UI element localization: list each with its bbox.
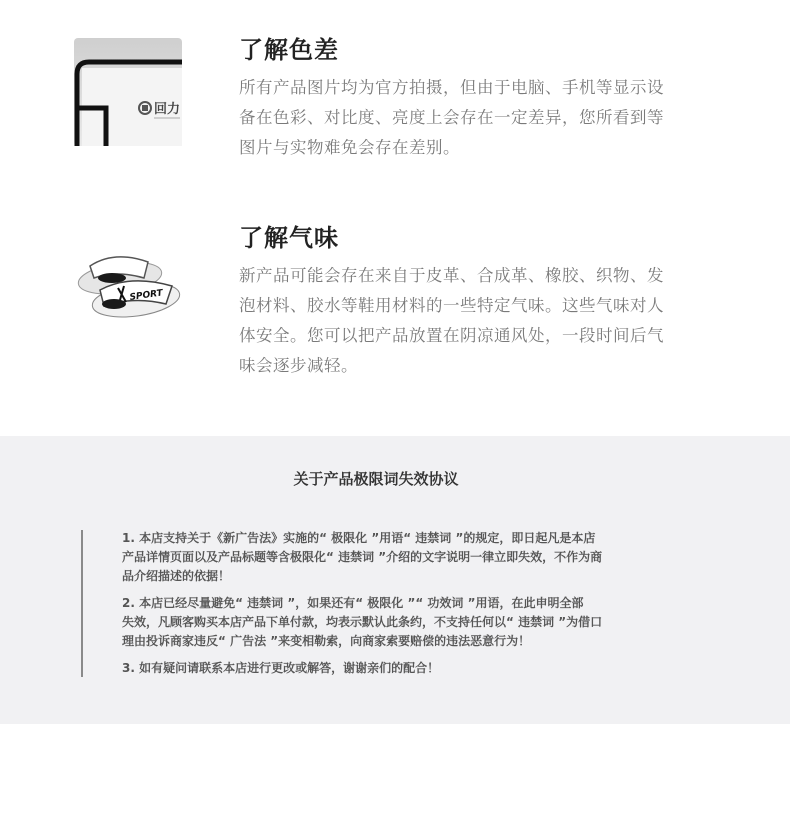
notice-line: 失效，凡顾客购买本店产品下单付款，均表示默认此条约，不支持任何以“ 违禁词 ”为借口 bbox=[122, 615, 603, 629]
notice-divider bbox=[81, 530, 83, 677]
color-diff-text bbox=[239, 73, 709, 163]
notice-line: 2. 本店已经尽量避免“ 违禁词 ”，如果还有“ 极限化 ”“ 功效词 ”用语，在此申明全部 bbox=[122, 596, 584, 610]
color-diff-line: 图片与实物难免会存在差别。 bbox=[239, 138, 460, 157]
odor-line: 体安全。您可以把产品放置在阴凉通风处，一段时间后气 bbox=[239, 326, 664, 345]
odor-line: 泡材料、胶水等鞋用材料的一些特定气味。这些气味对人 bbox=[239, 296, 664, 315]
thumbnail-brand-text: 回力 bbox=[154, 102, 181, 117]
color-diff-heading: 了解色差 bbox=[239, 36, 339, 64]
notice-panel bbox=[0, 436, 790, 724]
notice-line: 品介绍描述的依据！ bbox=[122, 569, 231, 583]
color-diff-thumbnail bbox=[74, 38, 182, 146]
odor-heading: 了解气味 bbox=[239, 224, 339, 252]
color-diff-line: 备在色彩、对比度、亮度上会存在一定差异，您所看到等 bbox=[239, 108, 664, 127]
odor-text bbox=[239, 261, 709, 381]
notice-item bbox=[122, 659, 692, 678]
notice-item bbox=[122, 594, 692, 651]
slipper-print-text: SPORT bbox=[129, 288, 164, 303]
notice-line: 1. 本店支持关于《新广告法》实施的“ 极限化 ”用语“ 违禁词 ”的规定，即日起凡是本店 bbox=[122, 531, 596, 545]
notice-line: 3. 如有疑问请联系本店进行更改或解答，谢谢亲们的配合！ bbox=[122, 661, 440, 675]
notice-item bbox=[122, 529, 692, 586]
odor-line: 新产品可能会存在来自于皮革、合成革、橡胶、织物、发 bbox=[239, 266, 664, 285]
notice-title: 关于产品极限词失效协议 bbox=[293, 470, 459, 488]
notice-line: 产品详情页面以及产品标题等含极限化“ 违禁词 ”介绍的文字说明一律立即失效，不作为商 bbox=[122, 550, 603, 564]
color-diff-line: 所有产品图片均为官方拍摄，但由于电脑、手机等显示设 bbox=[239, 78, 664, 97]
odor-line: 味会逐步减轻。 bbox=[239, 356, 358, 375]
slipper-thumbnail bbox=[74, 248, 182, 328]
notice-line: 理由投诉商家违反“ 广告法 ”来变相勒索，向商家索要赔偿的违法恶意行为！ bbox=[122, 634, 531, 648]
notice-list bbox=[122, 529, 692, 686]
